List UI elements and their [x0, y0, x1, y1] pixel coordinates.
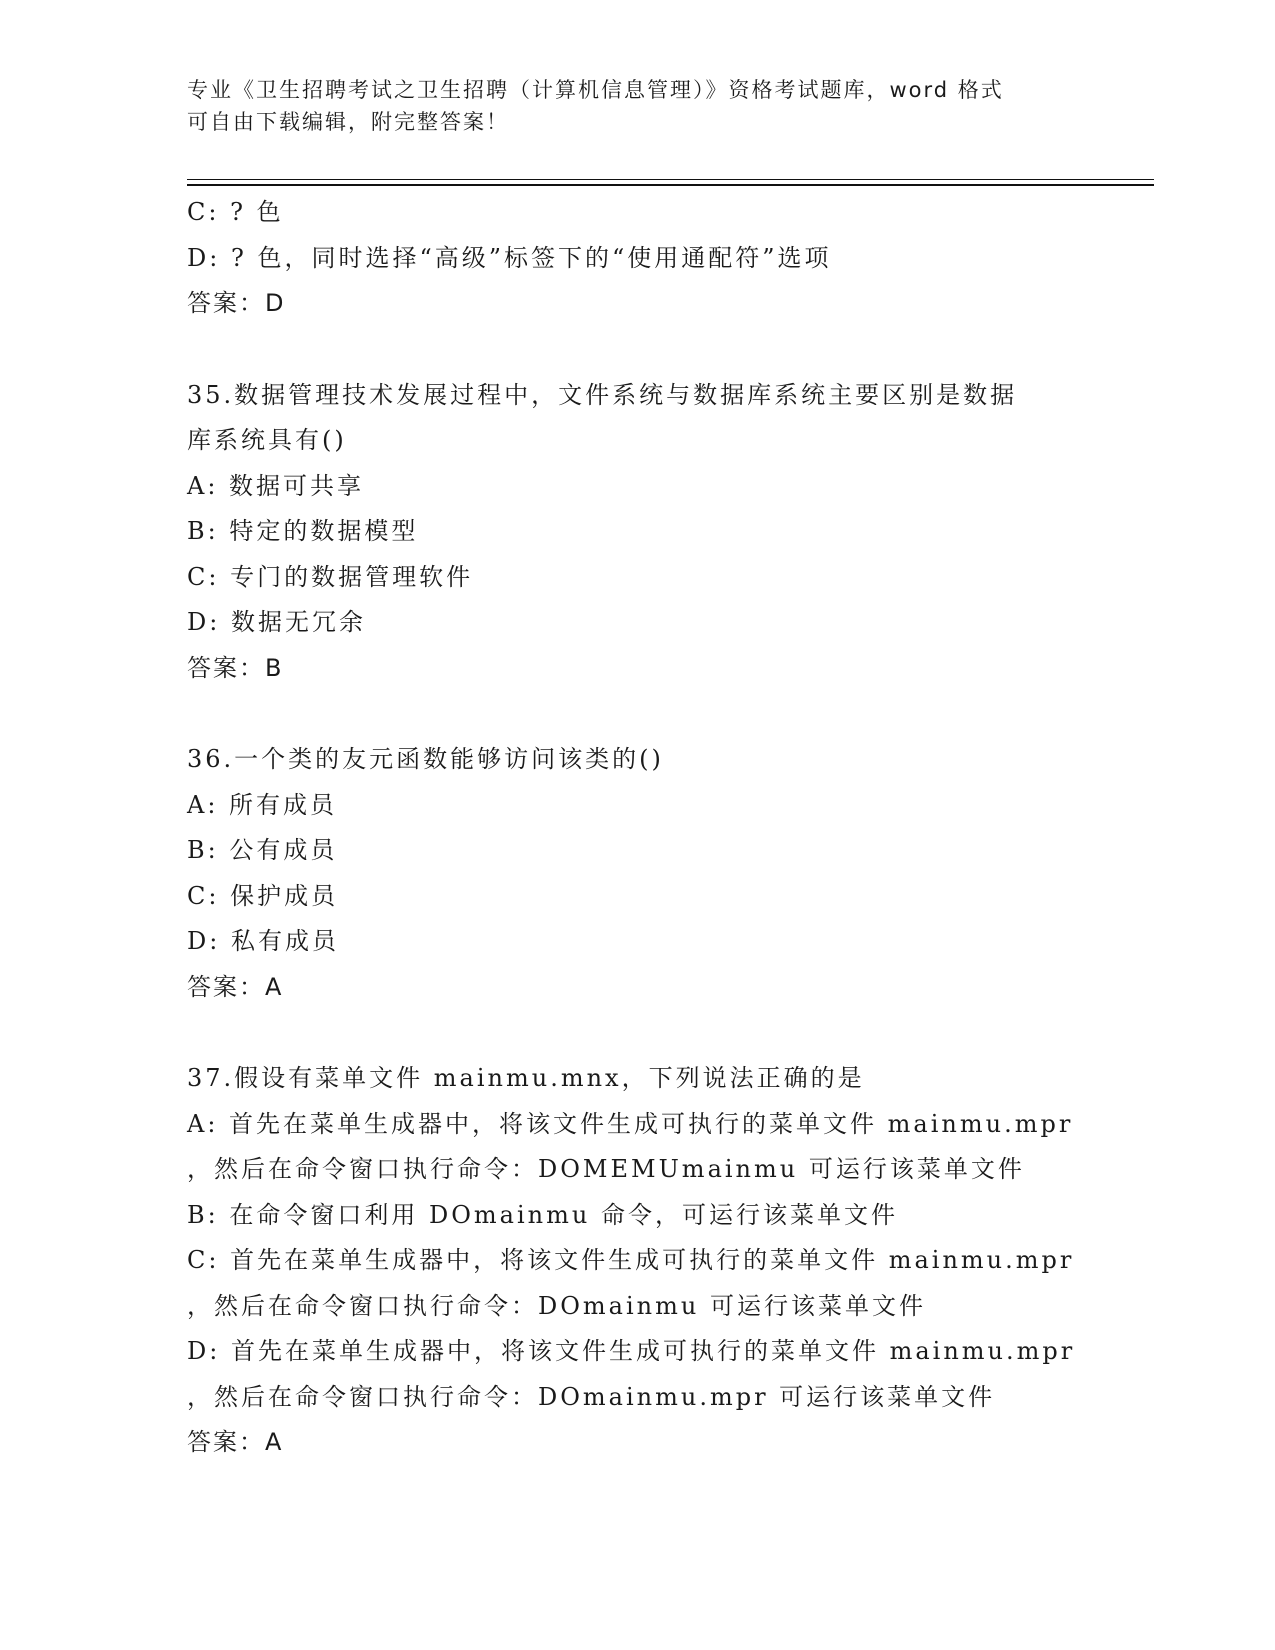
question-block-35	[187, 373, 1107, 692]
question-block-37	[187, 1056, 1107, 1466]
answer-line: 答案：A	[187, 972, 284, 1001]
option-c-continued: ，然后在命令窗口执行命令：DOmainmu 可运行该菜单文件	[187, 1291, 926, 1320]
option-d: D: ? 色，同时选择“高级”标签下的“使用通配符”选项	[187, 243, 832, 272]
answer-line: 答案：B	[187, 653, 284, 682]
header-line-1: 专业《卫生招聘考试之卫生招聘（计算机信息管理）》资格考试题库，word 格式	[187, 78, 1004, 102]
option-b: B: 特定的数据模型	[187, 517, 419, 545]
question-text-continued: 库系统具有()	[187, 426, 347, 454]
option-d: D: 私有成员	[187, 927, 339, 955]
question-block-36	[187, 737, 1107, 1010]
option-c: C: 保护成员	[187, 881, 339, 910]
block-spacer	[187, 691, 1107, 737]
option-c: C: 首先在菜单生成器中，将该文件生成可执行的菜单文件 mainmu.mpr	[187, 1246, 1075, 1274]
option-d: D: 数据无冗余	[187, 608, 366, 636]
answer-line: 答案：D	[187, 289, 286, 317]
header-divider-thick	[187, 184, 1154, 186]
option-a: A: 首先在菜单生成器中，将该文件生成可执行的菜单文件 mainmu.mpr	[187, 1109, 1074, 1138]
block-spacer	[187, 1010, 1107, 1056]
header-line-2: 可自由下载编辑，附完整答案！	[187, 110, 509, 134]
document-header	[187, 74, 1067, 138]
question-text: 35.数据管理技术发展过程中，文件系统与数据库系统主要区别是数据	[187, 380, 1018, 409]
option-b: B: 在命令窗口利用 DOmainmu 命令，可运行该菜单文件	[187, 1200, 898, 1229]
question-text: 36.一个类的友元函数能够访问该类的()	[187, 745, 664, 773]
option-a-continued: ，然后在命令窗口执行命令：DOMEMUmainmu 可运行该菜单文件	[187, 1155, 1025, 1183]
option-c: C: ? 色	[187, 198, 284, 226]
option-b: B: 公有成员	[187, 836, 338, 864]
answer-line: 答案：A	[187, 1428, 284, 1456]
option-d-continued: ，然后在命令窗口执行命令：DOmainmu.mpr 可运行该菜单文件	[187, 1382, 996, 1411]
block-spacer	[187, 327, 1107, 373]
question-list	[187, 190, 1107, 1466]
header-divider-thin	[187, 179, 1154, 180]
option-c: C: 专门的数据管理软件	[187, 562, 474, 591]
question-text: 37.假设有菜单文件 mainmu.mnx，下列说法正确的是	[187, 1064, 865, 1092]
question-block-previous	[187, 190, 1107, 327]
option-a: A: 所有成员	[187, 790, 338, 819]
option-d: D: 首先在菜单生成器中，将该文件生成可执行的菜单文件 mainmu.mpr	[187, 1337, 1076, 1365]
option-a: A: 数据可共享	[187, 471, 365, 500]
